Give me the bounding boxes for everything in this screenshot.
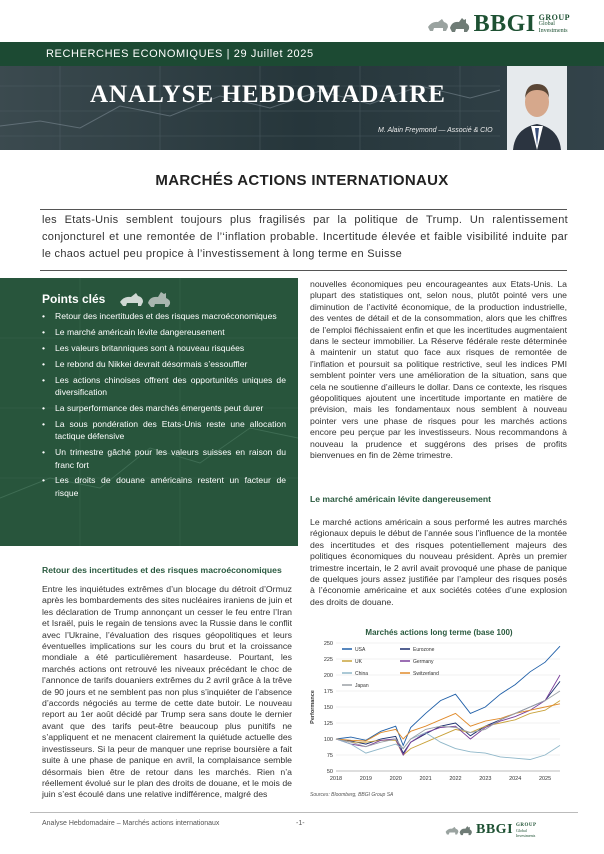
chart-y-tick-label: 200 [323, 673, 333, 679]
key-points-title: Points clés [42, 292, 106, 306]
author-line: M. Alain Freymond — Associé & CIO [378, 127, 493, 134]
key-point-item: • Un trimestre gâché pour les valeurs suisses en raison du franc fort [42, 446, 286, 471]
key-point-item: • Les valeurs britanniques sont à nouveau risquées [42, 342, 286, 354]
key-point-item: • Retour des incertitudes et des risques macroéconomiques [42, 310, 286, 322]
key-point-item: • Les droits de douane américains restent un facteur de risque [42, 474, 286, 499]
chart-legend-label: UK [355, 659, 362, 665]
chart-y-tick-label: 125 [323, 721, 333, 727]
footer-brand-investments: Investments [516, 832, 536, 838]
chart-title: Marchés actions long terme (base 100) [365, 628, 513, 637]
key-points-box [0, 278, 298, 546]
bull-bear-icon [118, 286, 178, 310]
chart-x-tick-label: 2021 [419, 776, 432, 782]
key-point-item: • La sous pondération des Etats-Unis reste une allocation tactique défensive [42, 418, 286, 443]
key-point-item: • Le rebond du Nikkei devrait désormais s’essouffler [42, 358, 286, 370]
page-title: ANALYSE HEBDOMADAIRE [90, 81, 446, 108]
chart-series-line-japan [336, 691, 560, 749]
brand-name: BBGI [473, 10, 536, 37]
intro-summary: les Etats-Unis semblent toujours plus fragilisés par la politique de Trump. Un ralentissement conjoncturel et une remontée de l’‘inflation probable. Incertitude élevée et faible visibilité induite par le chaos actuel peu propice à l’investissement à long terme en Suisse [42, 214, 568, 260]
section-heading-uncertainty: Retour des incertitudes et des risques macroéconomiques [42, 565, 282, 575]
chart-legend-label: China [355, 671, 369, 677]
page-number: -1- [296, 820, 305, 827]
chart-y-tick-label: 175 [323, 689, 333, 695]
bull-bear-icon [444, 823, 474, 837]
chart-x-tick-label: 2020 [389, 776, 402, 782]
footer-brand-global: Global [516, 827, 527, 833]
chart-legend-label: USA [355, 647, 366, 653]
footer-brand-name: BBGI [476, 822, 514, 837]
chart-legend-label: Japan [355, 683, 369, 689]
section-body-us-market: Le marché actions américain a sous performé les autres marchés régionaux depuis le début de l’année sous l’influence de la montée des incertitudes et des risques potentiellement majeurs des politiques économiques du nouveau président. Après un premier trimestre incertain, le 2 avril avait provoqué une phase de panique de quelques jours assez justifiée par l’ampleur des risques posés à l’économie américaine et aux sociétés cotées d’une explosion des droits de douane. [310, 517, 567, 607]
section-heading-us-market: Le marché américain lévite dangereusement [310, 494, 492, 504]
brand-logo [426, 10, 570, 38]
chart-legend-label: Switzerland [413, 671, 439, 677]
footer-brand-subtitle [516, 823, 537, 838]
chart-y-tick-label: 100 [323, 737, 333, 743]
chart-series-line-switzerland [336, 704, 560, 741]
chart-x-tick-label: 2022 [449, 776, 462, 782]
footer-rule [30, 812, 578, 813]
section-body-uncertainty: Entre les inquiétudes extrêmes d’un blocage du détroit d’Ormuz après les bombardements des sites nucléaires iraniens de juin et les déclaration de Trump annonçant un cesser le feu entre l’Iran et Israël, puis le regain de tensions avec la Russie dans le conflit avec l’Ukraine, l’évaluation des risques géopolitiques et leurs éventuelles implications sur les cours du brut et la croissance mondiale a été particulièrement hasardeuse. Pourtant, les marchés actions ont retrouvé les niveaux précédant le choc de l’annonce de tarifs douaniers extrêmes du 2 avril grâce à la trêve de 90 jours et ne semblent pas non plus s’inquiéter de l’absence d’accords négociés au terme de cette date butoir. Le nouveau report au 1er août décidé par Trump sera sans doute le dernier avant que des tarifs peut-être beaucoup plus punitifs ne s’appliquent et ne menacent clairement la quiétude actuelle des investisseurs. Si la peur de manquer une reprise boursière a fait suite à une phase de panique en avril, la complaisance semble désormais bien être de retour dans les marchés. Rien n’a réellement évolué sur le plan des droits de douane, et le mois de juin s’est écoulé dans une relative indifférence, malgré des [42, 584, 292, 800]
chart-y-tick-label: 250 [323, 641, 333, 647]
brand-group: GROUP [538, 12, 570, 22]
key-point-item: • La surperformance des marchés émergents peut durer [42, 402, 286, 414]
intro-rule-bottom [40, 270, 567, 271]
chart-source: Sources: Bloomberg, BBGI Group SA [310, 792, 394, 798]
chart-x-tick-label: 2023 [479, 776, 492, 782]
footer-brand-group: GROUP [516, 822, 537, 828]
footer-title: Analyse Hebdomadaire – Marchés actions internationaux [42, 820, 220, 827]
section-date-bar: RECHERCHES ECONOMIQUES | 29 Juillet 2025 [0, 42, 604, 66]
bull-bear-icon [426, 13, 472, 35]
chart-x-tick-label: 2025 [538, 776, 552, 782]
equity-markets-chart [308, 625, 570, 801]
chart-series-line-eurozone [336, 681, 560, 753]
chart-legend-label: Germany [413, 659, 434, 665]
brand-investments: Investments [538, 27, 568, 34]
chart-x-tick-label: 2019 [359, 776, 372, 782]
brand-global: Global [538, 20, 555, 27]
chart-series-line-usa [336, 646, 560, 745]
key-point-item: • Le marché américain lévite dangereusement [42, 326, 286, 338]
chart-x-tick-label: 2024 [509, 776, 522, 782]
footer-logo [444, 816, 570, 844]
chart-y-tick-label: 225 [323, 657, 333, 663]
intro-rule-top [40, 209, 567, 210]
key-points-list [42, 310, 286, 503]
chart-y-tick-label: 50 [326, 769, 333, 775]
chart-x-tick-label: 2018 [329, 776, 343, 782]
article-title: MARCHÉS ACTIONS INTERNATIONAUX [155, 172, 449, 189]
chart-y-tick-label: 150 [323, 705, 333, 711]
brand-subtitle [539, 14, 570, 35]
key-point-item: • Les actions chinoises offrent des opportunités uniques de diversification [42, 374, 286, 399]
chart-legend-label: Eurozone [413, 647, 435, 653]
author-photo [507, 66, 567, 150]
chart-y-tick-label: 75 [326, 753, 333, 759]
chart-y-axis-label: Performance [310, 690, 316, 724]
section-body-continued: nouvelles économiques peu encourageantes aux Etats-Unis. La plupart des statistiques ont, selon nous, plutôt pointé vers une diminution de l’activité économique, de la production industrielle, des ventes de détail et de la consommation, alors que les chiffres de l’emploi fléchissaient enfin et que les incertitudes augmentaient dans le secteur immobilier. La Réserve fédérale reste déterminée à maintenir un statut quo face aux risques de remontée de l’inflation et poursuit sa politique restrictive, seul les indices PMI semblent pointer vers une amélioration de la situation, sans que cela ne soutienne d’ailleurs le dollar. Dans ce contexte, les risques géopolitiques ajoutent une incertitude importante en matière de prévision, mais les fondamentaux nous semblent à nouveau pointer vers une phase de risques pour les marchés actions encore peu perçue par les investisseurs. Nous recommandons à nouveau la prudence et suggérons des prises de profits bienvenues en fin de 2ème trimestre. [310, 279, 567, 461]
